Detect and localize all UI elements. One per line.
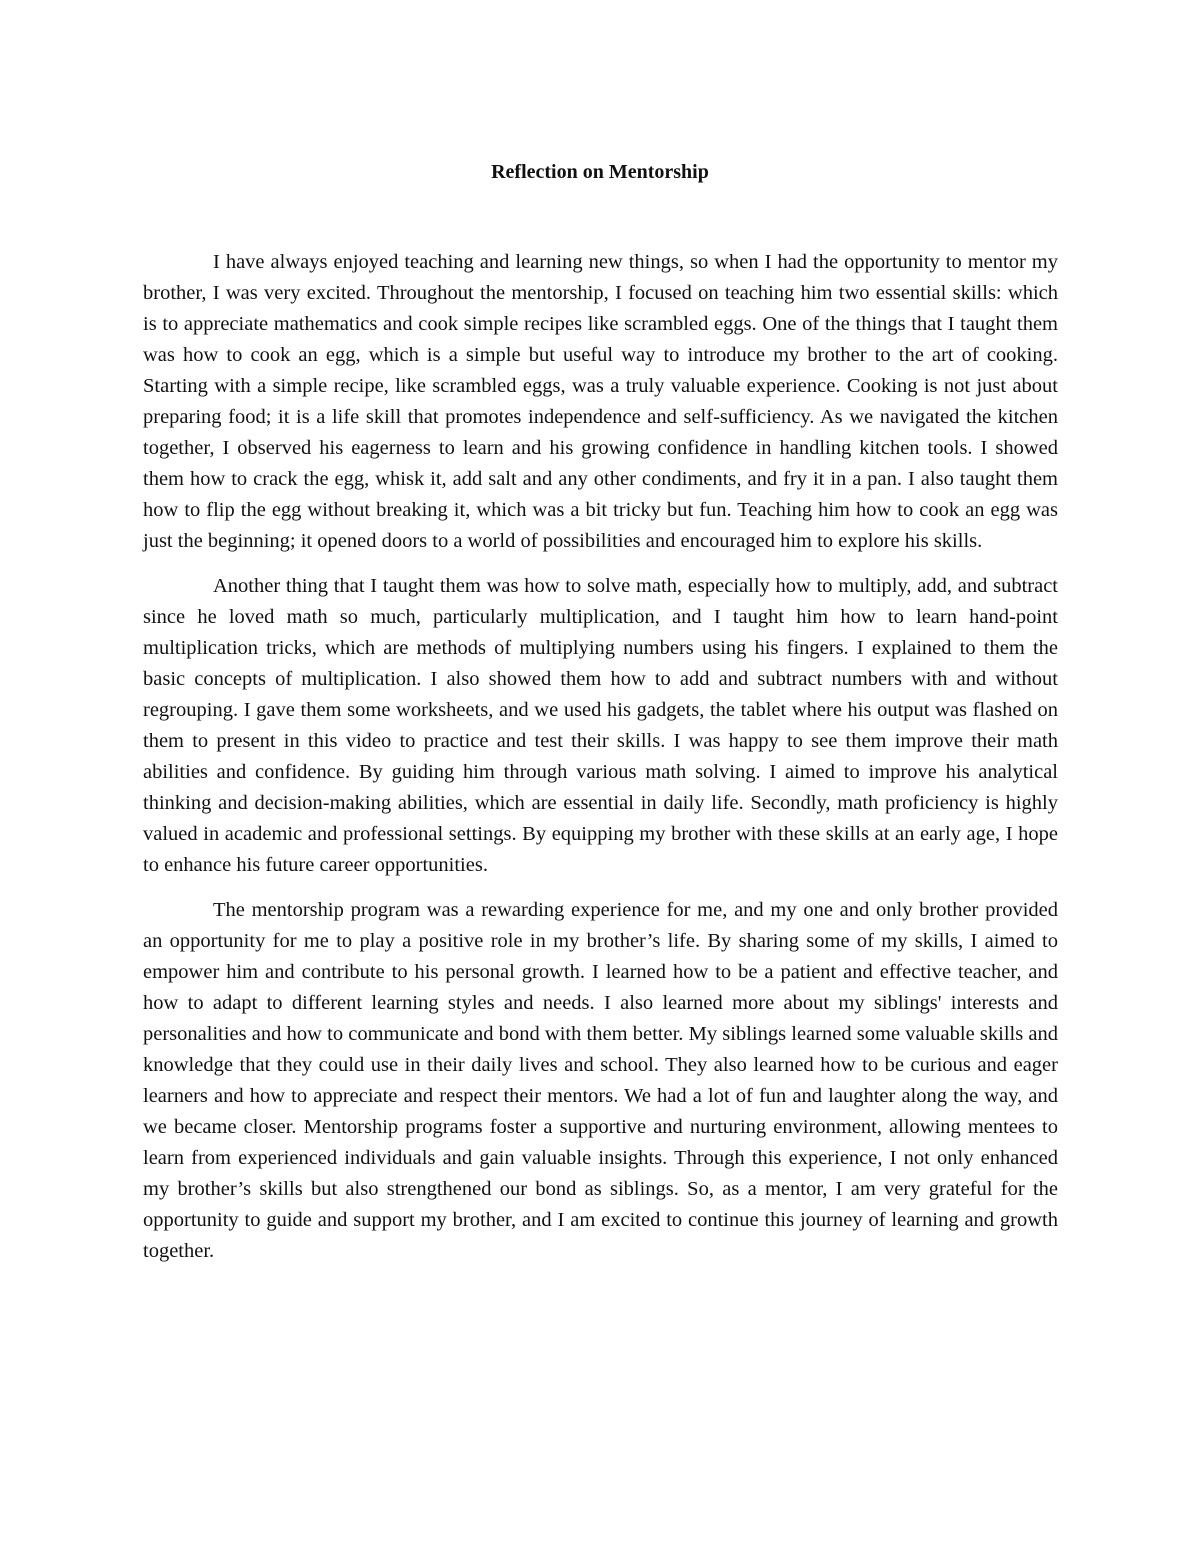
paragraph-cooking: I have always enjoyed teaching and learning new things, so when I had the opportunity to mentor my brother, I was very excited. Throughout the mentorship, I focused on teaching him two essential skills: which is to appreciate mathematics and cook simple recipes like scrambled eggs. One of the things that I taught them was how to cook an egg, which is a simple but useful way to introduce my brother to the art of cooking. Starting with a simple recipe, like scrambled eggs, was a truly valuable experience. Cooking is not just about preparing food; it is a life skill that promotes independence and self-sufficiency. As we navigated the kitchen together, I observed his eagerness to learn and his growing confidence in handling kitchen tools. I showed them how to crack the egg, whisk it, add salt and any other condiments, and fry it in a pan. I also taught them how to flip the egg without breaking it, which was a bit tricky but fun. Teaching him how to cook an egg was just the beginning; it opened doors to a world of possibilities and encouraged him to explore his skills. bbox=[143, 251, 1058, 552]
document-title: Reflection on Mentorship bbox=[491, 161, 709, 183]
paragraph-reflection: The mentorship program was a rewarding experience for me, and my one and only brother provided an opportunity for me to play a positive role in my brother’s life. By sharing some of my skills, I aimed to empower him and contribute to his personal growth. I learned how to be a patient and effective teacher, and how to adapt to different learning styles and needs. I also learned more about my siblings' interests and personalities and how to communicate and bond with them better. My siblings learned some valuable skills and knowledge that they could use in their daily lives and school. They also learned how to be curious and eager learners and how to appreciate and respect their mentors. We had a lot of fun and laughter along the way, and we became closer. Mentorship programs foster a supportive and nurturing environment, allowing mentees to learn from experienced individuals and gain valuable insights. Through this experience, I not only enhanced my brother’s skills but also strengthened our bond as siblings. So, as a mentor, I am very grateful for the opportunity to guide and support my brother, and I am excited to continue this journey of learning and growth together. bbox=[143, 899, 1058, 1262]
document-body bbox=[143, 247, 1058, 1267]
paragraph-math: Another thing that I taught them was how to solve math, especially how to multiply, add, and subtract since he loved math so much, particularly multiplication, and I taught him how to learn hand-point multiplication tricks, which are methods of multiplying numbers using his fingers. I explained to them the basic concepts of multiplication. I also showed them how to add and subtract numbers with and without regrouping. I gave them some worksheets, and we used his gadgets, the tablet where his output was flashed on them to present in this video to practice and test their skills. I was happy to see them improve their math abilities and confidence. By guiding him through various math solving. I aimed to improve his analytical thinking and decision-making abilities, which are essential in daily life. Secondly, math proficiency is highly valued in academic and professional settings. By equipping my brother with these skills at an early age, I hope to enhance his future career opportunities. bbox=[143, 575, 1058, 876]
